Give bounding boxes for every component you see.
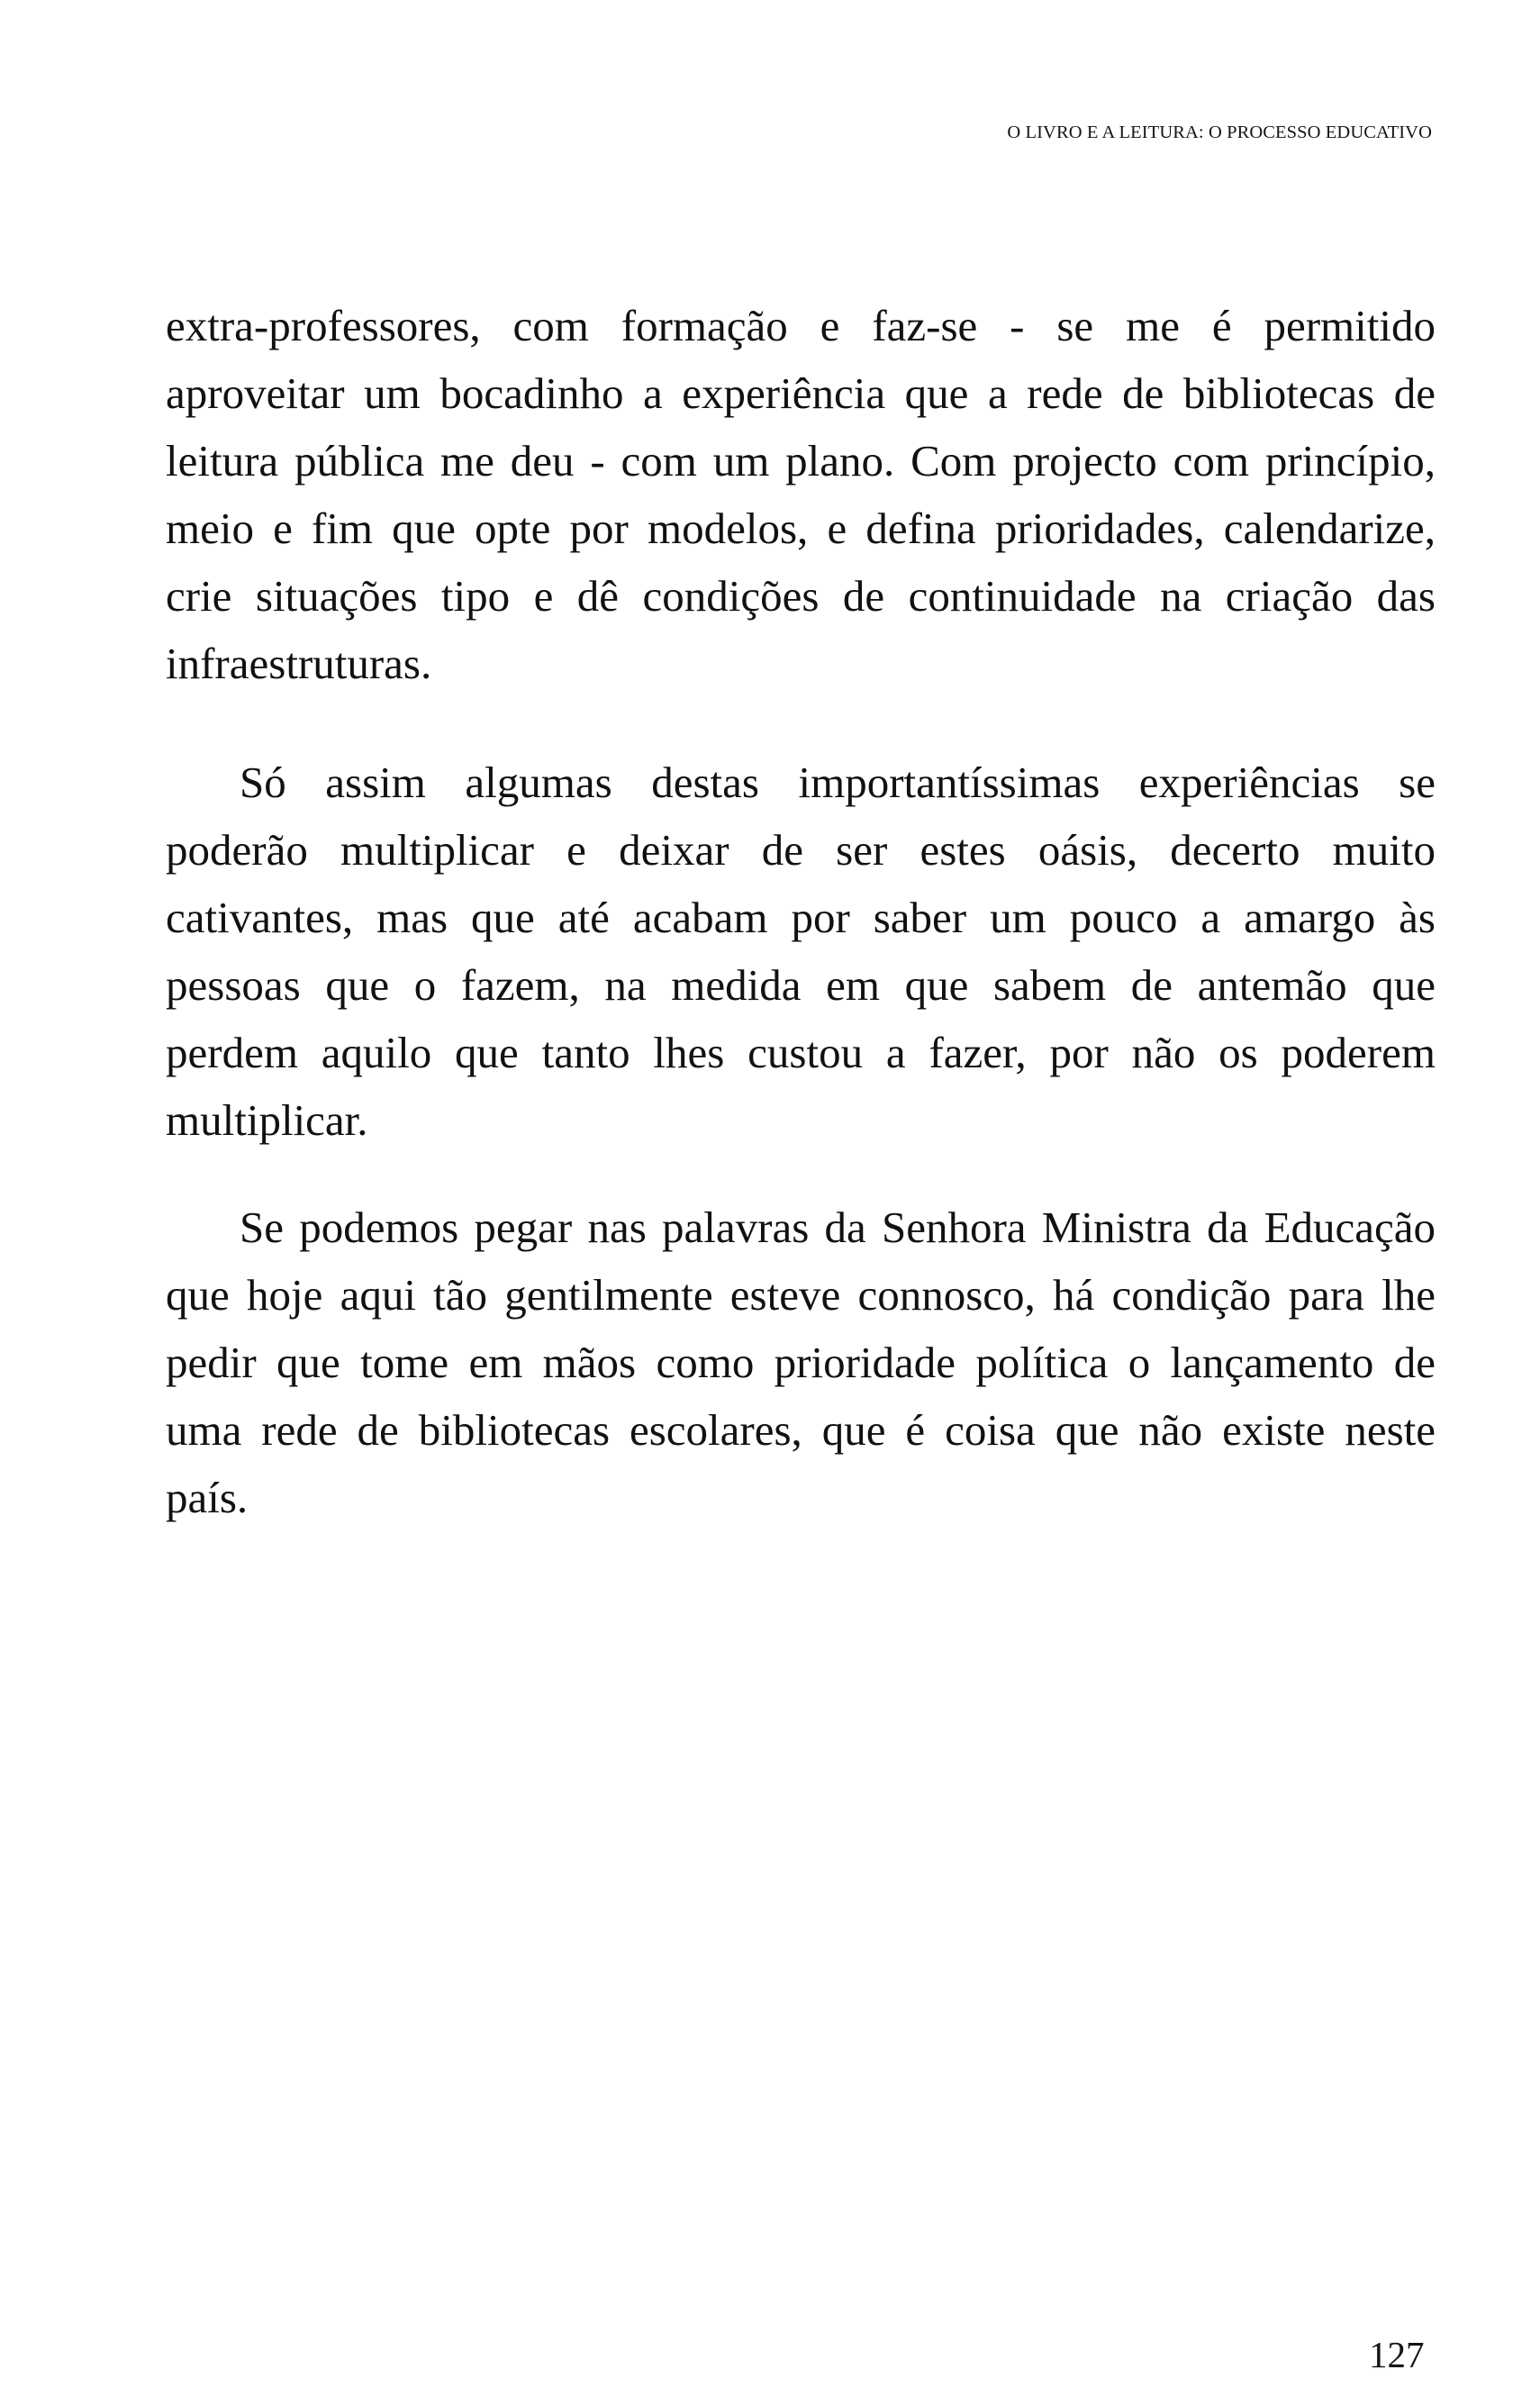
text-line: que hoje aqui tão gentilmente esteve connosco, há condição para lhe [166,1270,1436,1320]
text-line: uma rede de bibliotecas escolares, que é coisa que não existe neste [166,1405,1436,1455]
paragraph-2 [166,749,1436,1154]
text-line: Só assim algumas destas importantíssimas experiências se [240,758,1436,807]
text-line: pedir que tome em mãos como prioridade política o lançamento de [166,1338,1436,1387]
text-line: pessoas que o fazem, na medida em que sabem de antemão que [166,960,1436,1010]
text-line: crie situações tipo e dê condições de continuidade na criação das [166,571,1436,621]
text-line: perdem aquilo que tanto lhes custou a fazer, por não os poderem [166,1028,1436,1077]
text-line: aproveitar um bocadinho a experiência que a rede de bibliotecas de [166,368,1436,418]
text-line: infraestruturas. [166,639,432,688]
text-line: meio e fim que opte por modelos, e defina prioridades, calendarize, [166,504,1436,553]
text-line: poderão multiplicar e deixar de ser estes oásis, decerto muito [166,825,1436,875]
paragraph-1 [166,292,1436,697]
text-line: Se podemos pegar nas palavras da Senhora Ministra da Educação [240,1202,1436,1252]
text-line: multiplicar. [166,1095,368,1145]
text-line: país. [166,1473,249,1522]
text-line: leitura pública me deu - com um plano. Com projecto com princípio, [166,436,1436,486]
body-text [166,292,1436,1531]
paragraph-3 [166,1193,1436,1531]
page-number: 127 [1369,2334,1425,2375]
text-line: extra-professores, com formação e faz-se - se me é permitido [166,301,1436,350]
text-line: cativantes, mas que até acabam por saber um pouco a amargo às [166,893,1436,942]
running-header: O LIVRO E A LEITURA: O PROCESSO EDUCATIVO [1007,123,1432,142]
